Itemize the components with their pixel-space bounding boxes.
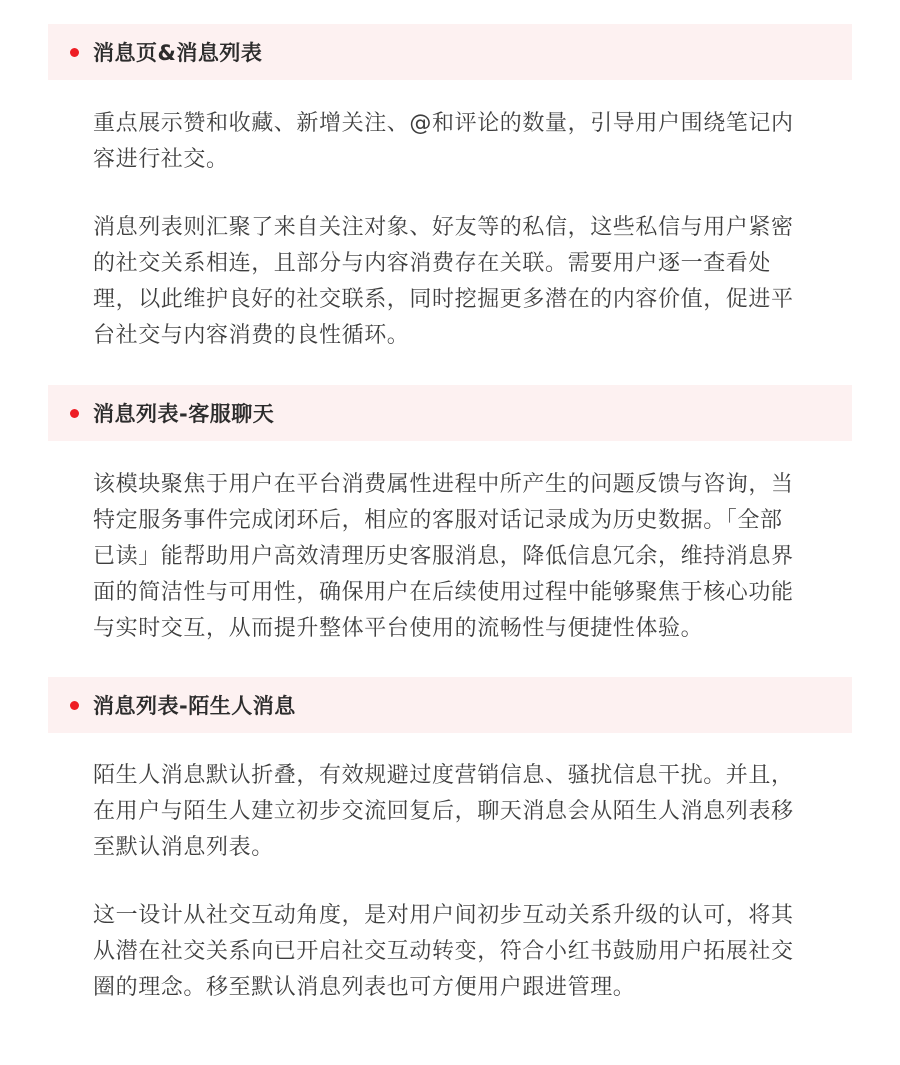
paragraph [93,467,863,647]
paragraph [93,210,863,354]
section-title: 消息列表-客服聊天 [93,402,275,426]
paragraph-line: 台社交与内容消费的良性循环。 [93,323,410,348]
paragraph-line: 特定服务事件完成闭环后，相应的客服对话记录成为历史数据。「全部 [93,508,783,533]
section-title: 消息列表-陌生人消息 [93,694,296,718]
paragraph-line: 在用户与陌生人建立初步交流回复后，聊天消息会从陌生人消息列表移 [93,799,794,824]
paragraph-line: 陌生人消息默认折叠，有效规避过度营销信息、骚扰信息干扰。并且， [93,763,794,788]
paragraph-line: 消息列表则汇聚了来自关注对象、好友等的私信，这些私信与用户紧密 [93,215,794,240]
paragraph-line: 圈的理念。移至默认消息列表也可方便用户跟进管理。 [93,975,636,1000]
section-header-customer-service [48,385,852,441]
bullet-dot-icon [70,409,79,418]
paragraph-line: 已读」能帮助用户高效清理历史客服消息，降低信息冗余，维持消息界 [93,544,794,569]
paragraph-line: 重点展示赞和收藏、新增关注、@和评论的数量，引导用户围绕笔记内 [93,111,794,136]
paragraph [93,106,863,178]
paragraph-line: 从潜在社交关系向已开启社交互动转变，符合小红书鼓励用户拓展社交 [93,939,794,964]
bullet-dot-icon [70,48,79,57]
paragraph-line: 的社交关系相连，且部分与内容消费存在关联。需要用户逐一查看处 [93,251,772,276]
paragraph-line: 理，以此维护良好的社交联系，同时挖掘更多潜在的内容价值，促进平 [93,287,794,312]
paragraph-line: 这一设计从社交互动角度，是对用户间初步互动关系升级的认可，将其 [93,903,794,928]
paragraph-line: 与实时交互，从而提升整体平台使用的流畅性与便捷性体验。 [93,616,704,641]
paragraph-line: 该模块聚焦于用户在平台消费属性进程中所产生的问题反馈与咨询，当 [93,472,794,497]
paragraph-line: 面的简洁性与可用性，确保用户在后续使用过程中能够聚焦于核心功能 [93,580,794,605]
section-header-message-page [48,24,852,80]
bullet-dot-icon [70,701,79,710]
paragraph-line: 容进行社交。 [93,147,229,172]
paragraph [93,898,863,1006]
section-header-stranger-messages [48,677,852,733]
paragraph-line: 至默认消息列表。 [93,835,274,860]
section-title: 消息页&消息列表 [93,41,263,65]
paragraph [93,758,863,866]
